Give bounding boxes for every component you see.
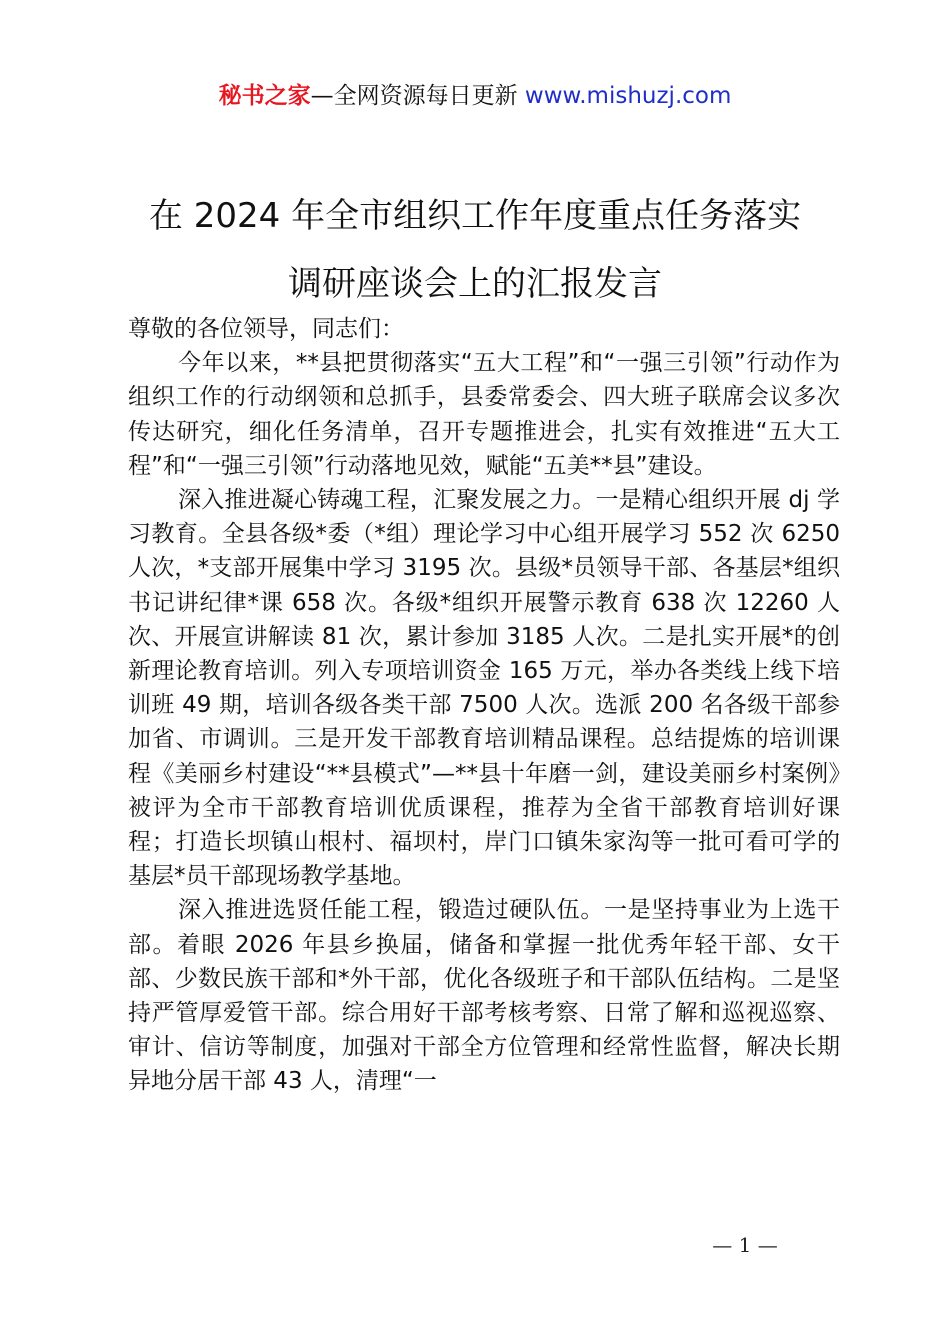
document-body <box>128 312 840 1099</box>
document-title-line-1: 在 2024 年全市组织工作年度重点任务落实 <box>148 196 802 236</box>
body-paragraph-1: 今年以来，**县把贯彻落实“五大工程”和“一强三引领”行动作为组织工作的行动纲领和总抓手，县委常委会、四大班子联席会议多次传达研究，细化任务清单，召开专题推进会，扎实有效推进“五大工程”和“一强三引领”行动落地见效，赋能“五美**县”建设。 <box>128 350 840 479</box>
header-slogan: —全网资源每日更新 <box>310 83 525 109</box>
salutation: 尊敬的各位领导，同志们： <box>128 316 404 342</box>
body-paragraph-2: 深入推进凝心铸魂工程，汇聚发展之力。一是精心组织开展 dj 学习教育。全县各级*委（*组）理论学习中心组开展学习 552 次 6250 人次，*支部开展集中学习 3195 次。县级*员领导干部、各基层*组织书记讲纪律*课 658 次。各级*组织开展警示教育 638 次 12260 人次、开展宣讲解读 81 次，累计参加 3185 人次。二是扎实开展*的创新理论教育培训。列入专项培训资金 165 万元，举办各类线上线下培训班 49 期，培训各级各类干部 7500 人次。选派 200 名各级干部参加省、市调训。三是开发干部教育培训精品课程。总结提炼的培训课程《美丽乡村建设“**县模式”—**县十年磨一剑，建设美丽乡村案例》被评为全市干部教育培训优质课程，推荐为全省干部教育培训好课程；打造长坝镇山根村、福坝村，岸门口镇朱家沟等一批可看可学的基层*员干部现场教学基地。 <box>128 487 840 890</box>
page-number: — 1 — <box>712 1233 778 1257</box>
body-paragraph-3: 深入推进选贤任能工程，锻造过硬队伍。一是坚持事业为上选干部。着眼 2026 年县乡换届，储备和掌握一批优秀年轻干部、女干部、少数民族干部和*外干部，优化各级班子和干部队伍结构。二是坚持严管厚爱管干部。综合用好干部考核考察、日常了解和巡视巡察、审计、信访等制度，加强对干部全方位管理和经常性监督，解决长期异地分居干部 43 人，清理“一 <box>128 897 840 1095</box>
brand-name: 秘书之家 <box>218 83 311 109</box>
site-header <box>0 80 950 112</box>
site-url-link[interactable]: www.mishuzj.com <box>524 83 732 109</box>
document-title-line-2: 调研座谈会上的汇报发言 <box>288 264 662 304</box>
